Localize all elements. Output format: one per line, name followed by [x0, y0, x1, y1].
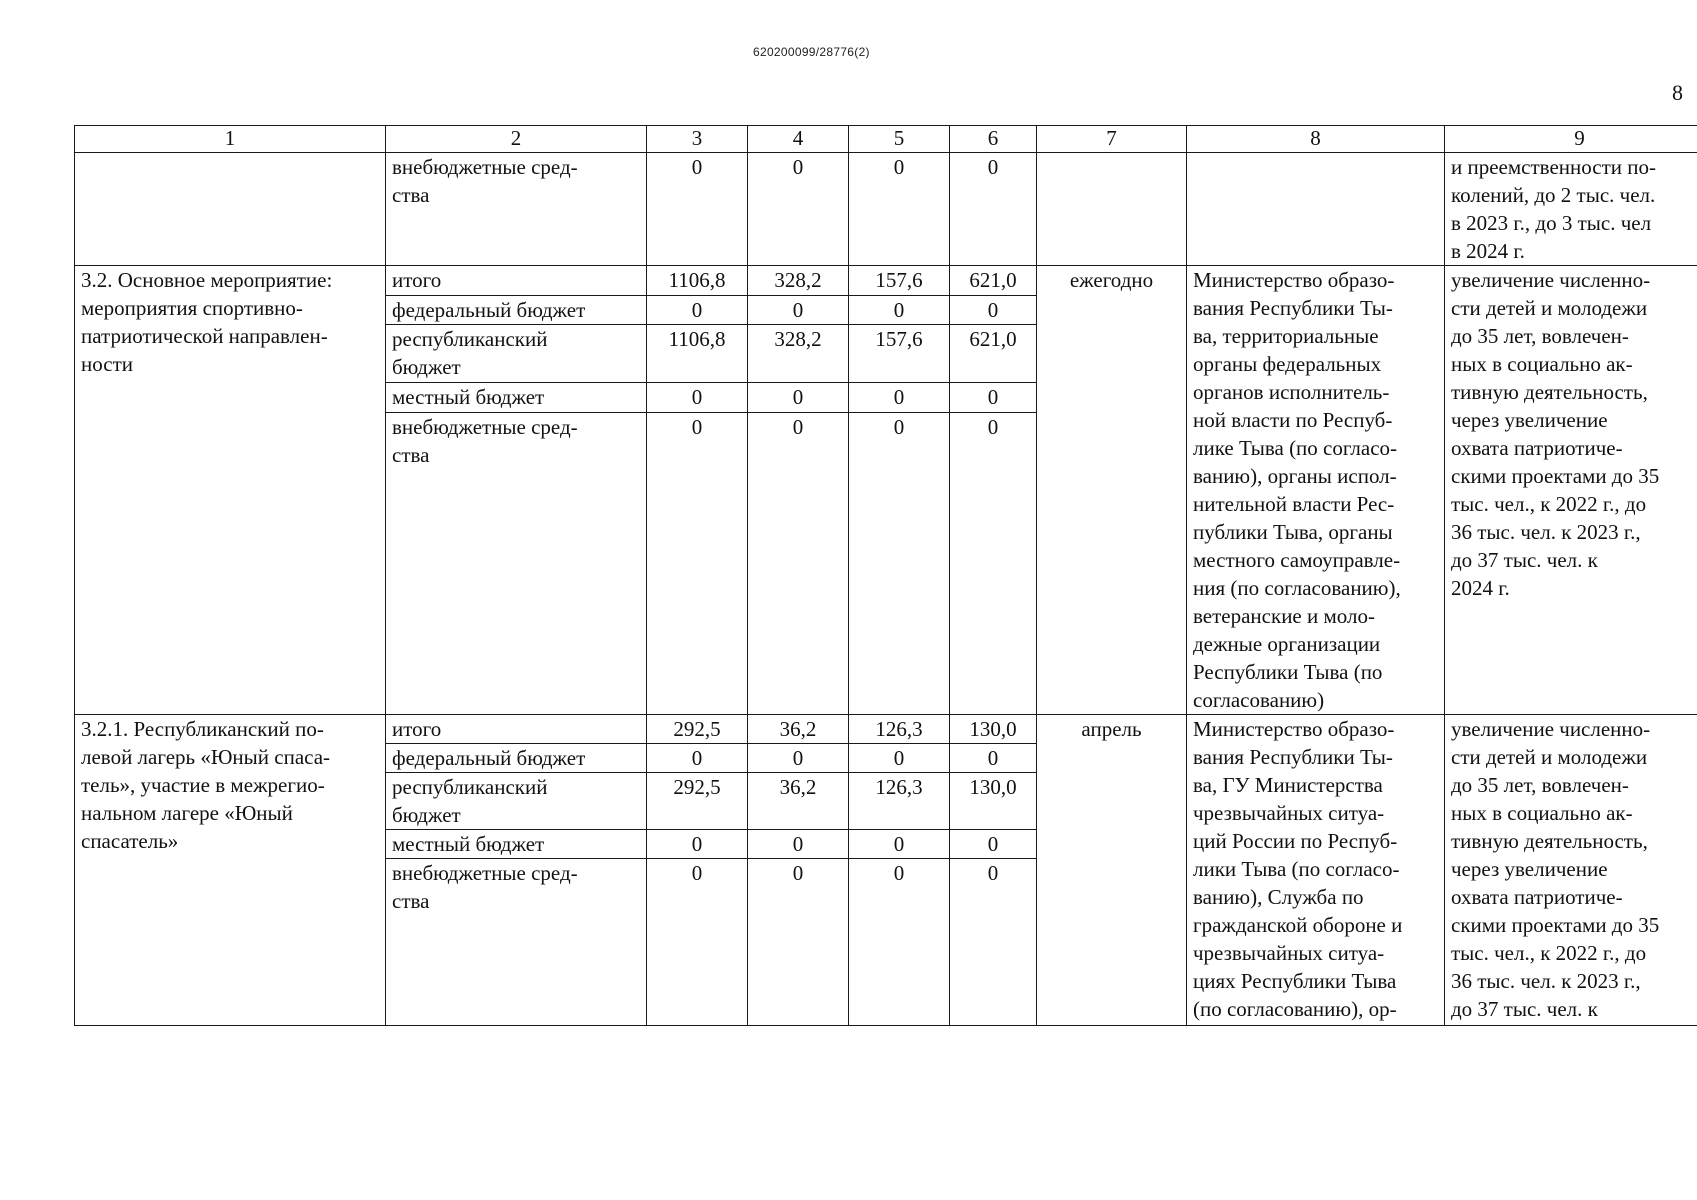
value-col3: 0 — [647, 383, 748, 413]
funding-source-label: республиканский бюджет — [386, 325, 647, 383]
value-col6: 0 — [950, 859, 1037, 1026]
value-col5: 0 — [849, 413, 950, 715]
value-col5: 0 — [849, 859, 950, 1026]
value-col5: 0 — [849, 153, 950, 266]
value-col3: 0 — [647, 859, 748, 1026]
value-col4: 0 — [748, 744, 849, 773]
value-col3: 0 — [647, 153, 748, 266]
value-col4: 0 — [748, 830, 849, 859]
value-col5: 126,3 — [849, 773, 950, 830]
funding-source-label: итого — [386, 266, 647, 296]
col-header-4: 4 — [748, 126, 849, 153]
block1-result: увеличение численно- сти детей и молодежи до 35 лет, вовлечен- ных в социально ак- тивную деятельность, через увеличение охвата патриотиче- скими проектами до 35 тыс. чел., к 2022 г., до 36 тыс. чел. к 2023 г., до 37 тыс. чел. к 2024 г. — [1445, 266, 1697, 715]
value-col4: 0 — [748, 859, 849, 1026]
value-col3: 1106,8 — [647, 266, 748, 296]
funding-source-label: федеральный бюджет — [386, 295, 647, 325]
block2-result: увеличение численно- сти детей и молодежи до 35 лет, вовлечен- ных в социально ак- тивную деятельность, через увеличение охвата патриотиче- скими проектами до 35 тыс. чел., к 2022 г., до 36 тыс. чел. к 2023 г., до 37 тыс. чел. к — [1445, 715, 1697, 1026]
block2-row-total — [75, 715, 1697, 744]
col-header-7: 7 — [1037, 126, 1187, 153]
value-col6: 130,0 — [950, 773, 1037, 830]
block1-title: 3.2. Основное мероприятие: мероприятия спортивно- патриотической направлен- ности — [75, 266, 386, 715]
continuation-result-text: и преемственности по- колений, до 2 тыс. чел. в 2023 г., до 3 тыс. чел в 2024 г. — [1445, 153, 1697, 266]
funding-source-label: местный бюджет — [386, 383, 647, 413]
value-col4: 0 — [748, 295, 849, 325]
funding-source-label: итого — [386, 715, 647, 744]
value-col3: 292,5 — [647, 773, 748, 830]
funding-source-label: внебюджетные сред- ства — [386, 859, 647, 1026]
block1-deadline: ежегодно — [1037, 266, 1187, 715]
column-number-header — [75, 126, 1697, 153]
value-col6: 0 — [950, 413, 1037, 715]
value-col5: 157,6 — [849, 325, 950, 383]
document-number: 620200099/28776(2) — [753, 45, 870, 59]
value-col6: 0 — [950, 153, 1037, 266]
value-col3: 292,5 — [647, 715, 748, 744]
value-col5: 126,3 — [849, 715, 950, 744]
col-header-8: 8 — [1187, 126, 1445, 153]
col-header-5: 5 — [849, 126, 950, 153]
block2-executors: Министерство образо- вания Республики Ты- ва, ГУ Министерства чрезвычайных ситуа- ций России по Респуб- лики Тыва (по согласо- ванию), Служба по гражданской обороне и чрезвычайных ситуа- циях Республики Тыва (по согласованию), ор- — [1187, 715, 1445, 1026]
col-header-2: 2 — [386, 126, 647, 153]
value-col6: 621,0 — [950, 325, 1037, 383]
value-col4: 0 — [748, 383, 849, 413]
value-col3: 0 — [647, 744, 748, 773]
value-col6: 0 — [950, 383, 1037, 413]
block1-row-total — [75, 266, 1697, 296]
program-table — [74, 125, 1697, 1026]
value-col4: 0 — [748, 153, 849, 266]
value-col5: 157,6 — [849, 266, 950, 296]
block2-title: 3.2.1. Республиканский по- левой лагерь «Юный спаса- тель», участие в межрегио- нальном лагере «Юный спасатель» — [75, 715, 386, 1026]
col-header-1: 1 — [75, 126, 386, 153]
block2-deadline: апрель — [1037, 715, 1187, 1026]
value-col5: 0 — [849, 830, 950, 859]
page-number: 8 — [1672, 80, 1683, 105]
value-col4: 0 — [748, 413, 849, 715]
value-col6: 0 — [950, 744, 1037, 773]
value-col3: 0 — [647, 830, 748, 859]
col-header-9: 9 — [1445, 126, 1697, 153]
funding-source-label: внебюджетные сред- ства — [386, 153, 647, 266]
continuation-row — [75, 153, 1697, 266]
funding-source-label: республиканский бюджет — [386, 773, 647, 830]
continuation-executors-cell — [1187, 153, 1445, 266]
funding-source-label: внебюджетные сред- ства — [386, 413, 647, 715]
col-header-6: 6 — [950, 126, 1037, 153]
value-col4: 328,2 — [748, 266, 849, 296]
value-col4: 328,2 — [748, 325, 849, 383]
continuation-deadline-cell — [1037, 153, 1187, 266]
value-col5: 0 — [849, 383, 950, 413]
value-col3: 1106,8 — [647, 325, 748, 383]
value-col6: 130,0 — [950, 715, 1037, 744]
col-header-3: 3 — [647, 126, 748, 153]
continuation-title-cell — [75, 153, 386, 266]
value-col6: 0 — [950, 830, 1037, 859]
value-col3: 0 — [647, 295, 748, 325]
funding-source-label: федеральный бюджет — [386, 744, 647, 773]
value-col6: 0 — [950, 295, 1037, 325]
value-col3: 0 — [647, 413, 748, 715]
value-col6: 621,0 — [950, 266, 1037, 296]
value-col5: 0 — [849, 744, 950, 773]
value-col4: 36,2 — [748, 773, 849, 830]
value-col5: 0 — [849, 295, 950, 325]
block1-executors: Министерство образо- вания Республики Ты- ва, территориальные органы федеральных органов исполнитель- ной власти по Респуб- лике Тыва (по согласо- ванию), органы испол- нительной власти Рес- публики Тыва, органы местного самоуправле- ния (по согласованию), ветеранские и моло- дежные организации Республики Тыва (по согласованию) — [1187, 266, 1445, 715]
funding-source-label: местный бюджет — [386, 830, 647, 859]
value-col4: 36,2 — [748, 715, 849, 744]
